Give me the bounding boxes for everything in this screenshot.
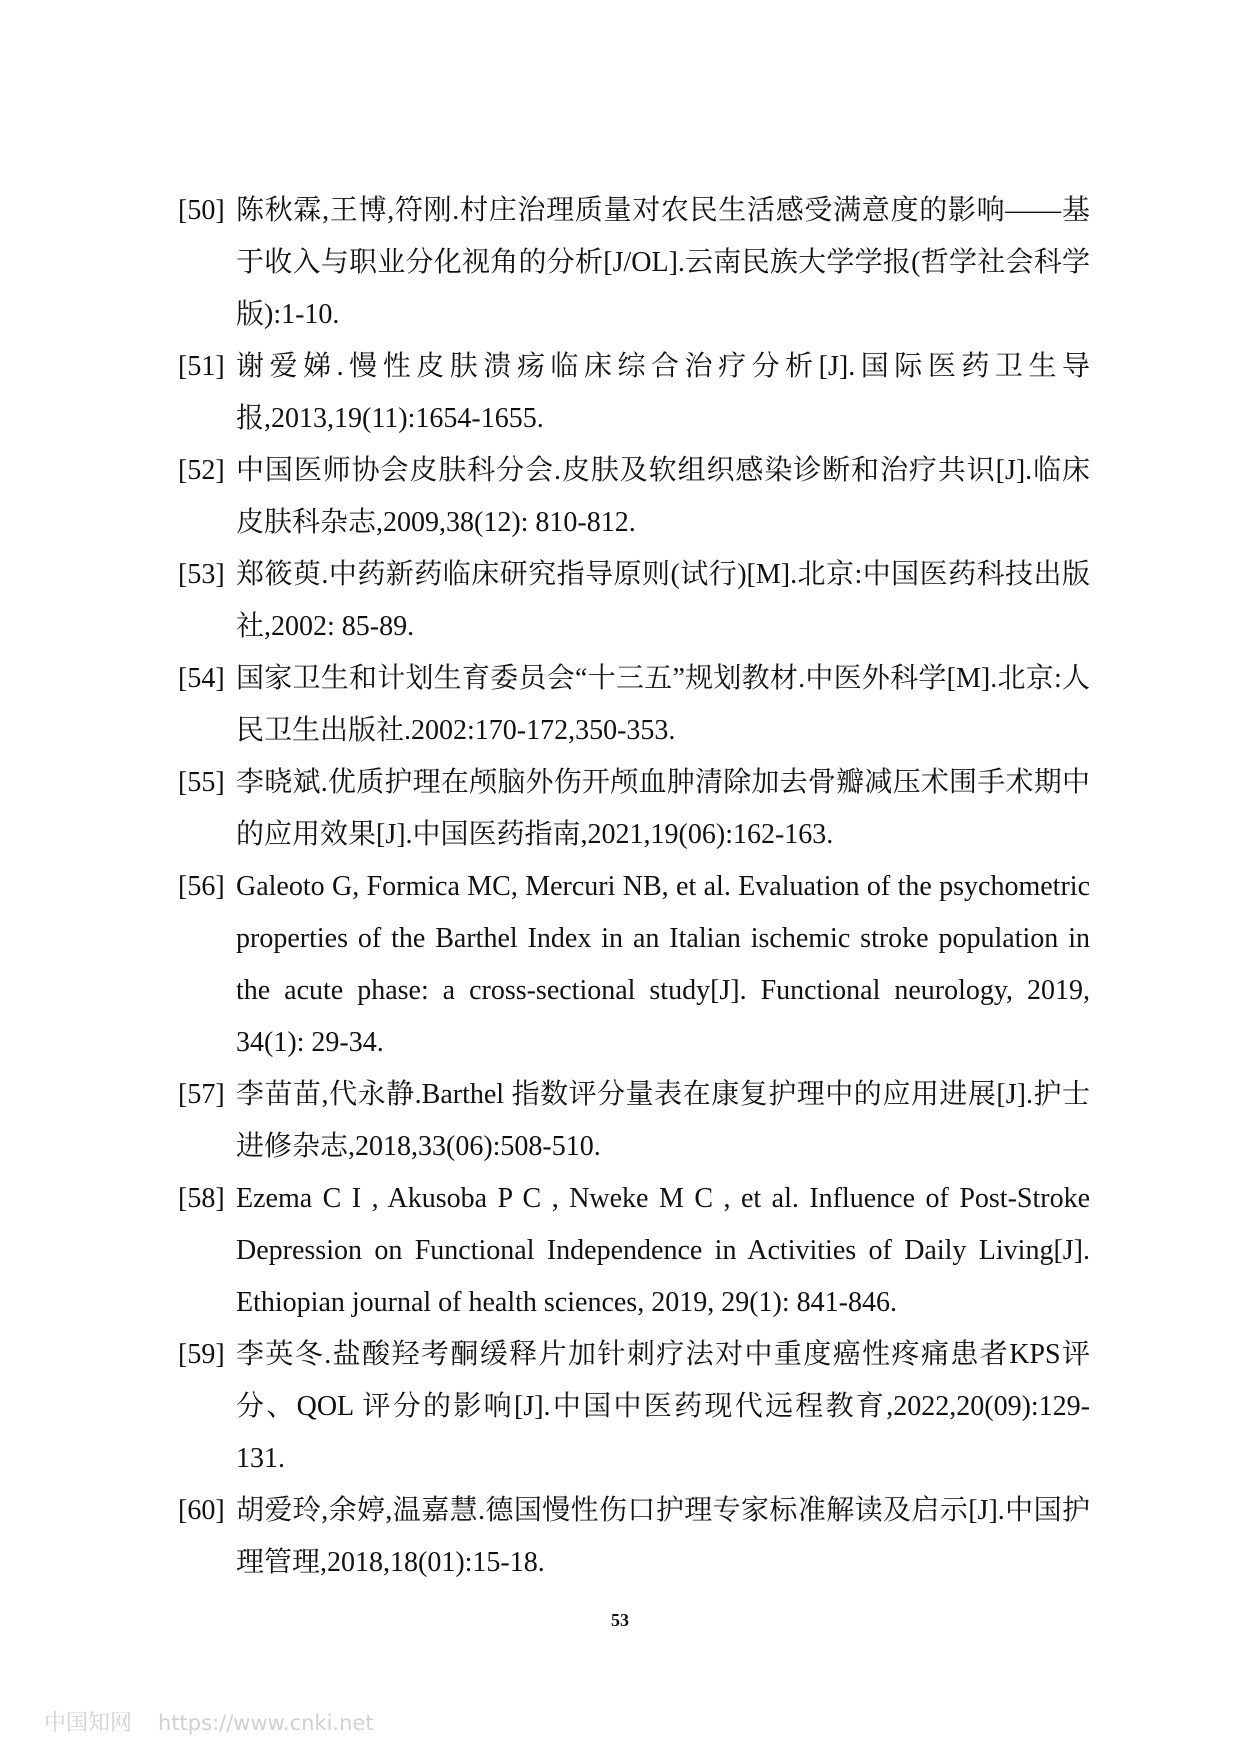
reference-item xyxy=(178,341,1090,445)
reference-text: Ezema C I , Akusoba P C , Nweke M C , et al. Influence of Post-Stroke Depression on Functional Independence in Activities of Daily Living[J]. Ethiopian journal of health sciences, 2019, 29(1): 841-846. xyxy=(236,1183,1090,1318)
reference-text: 谢爱娣.慢性皮肤溃疡临床综合治疗分析[J].国际医药卫生导报,2013,19(11):1654-1655. xyxy=(236,351,1090,434)
reference-text: 李晓斌.优质护理在颅脑外伤开颅血肿清除加去骨瓣减压术围手术期中的应用效果[J].中国医药指南,2021,19(06):162-163. xyxy=(236,767,1090,850)
reference-number: [54] xyxy=(178,663,225,694)
page-number: 53 xyxy=(611,1610,629,1630)
reference-item xyxy=(178,1485,1090,1589)
reference-text: 李英冬.盐酸羟考酮缓释片加针刺疗法对中重度癌性疼痛患者KPS评分、QOL 评分的影响[J].中国中医药现代远程教育,2022,20(09):129-131. xyxy=(236,1339,1090,1474)
reference-number: [60] xyxy=(178,1495,225,1526)
reference-item xyxy=(178,861,1090,1069)
reference-text: 胡爱玲,余婷,温嘉慧.德国慢性伤口护理专家标准解读及启示[J].中国护理管理,2018,18(01):15-18. xyxy=(236,1495,1090,1578)
reference-number: [50] xyxy=(178,195,225,226)
reference-item xyxy=(178,1069,1090,1173)
reference-item xyxy=(178,757,1090,861)
reference-item xyxy=(178,445,1090,549)
reference-number: [52] xyxy=(178,455,225,486)
reference-text: 中国医师协会皮肤科分会.皮肤及软组织感染诊断和治疗共识[J].临床皮肤科杂志,2009,38(12): 810-812. xyxy=(236,455,1090,538)
watermark-url: https://www.cnki.net xyxy=(158,1711,374,1735)
reference-number: [57] xyxy=(178,1079,225,1110)
reference-number: [51] xyxy=(178,351,225,382)
reference-number: [56] xyxy=(178,871,225,902)
reference-number: [59] xyxy=(178,1339,225,1370)
reference-text: Galeoto G, Formica MC, Mercuri NB, et al. Evaluation of the psychometric properties of the Barthel Index in an Italian ischemic stroke population in the acute phase: a cross-sectional study[J]. Functional neurology, 2019, 34(1): 29-34. xyxy=(236,871,1090,1058)
reference-item xyxy=(178,653,1090,757)
reference-number: [58] xyxy=(178,1183,225,1214)
reference-text: 郑筱萸.中药新药临床研究指导原则(试行)[M].北京:中国医药科技出版社,2002: 85-89. xyxy=(236,559,1090,642)
watermark-brand: 中国知网 xyxy=(44,1711,133,1736)
reference-item xyxy=(178,549,1090,653)
reference-number: [55] xyxy=(178,767,225,798)
reference-text: 陈秋霖,王博,符刚.村庄治理质量对农民生活感受满意度的影响——基于收入与职业分化视角的分析[J/OL].云南民族大学学报(哲学社会科学版):1-10. xyxy=(236,195,1090,330)
reference-item xyxy=(178,1173,1090,1329)
reference-item xyxy=(178,185,1090,341)
reference-item xyxy=(178,1329,1090,1485)
cnki-watermark xyxy=(44,1706,374,1737)
reference-list xyxy=(178,185,1090,1589)
reference-text: 国家卫生和计划生育委员会“十三五”规划教材.中医外科学[M].北京:人民卫生出版社.2002:170-172,350-353. xyxy=(236,663,1090,746)
reference-number: [53] xyxy=(178,559,225,590)
reference-text: 李苗苗,代永静.Barthel 指数评分量表在康复护理中的应用进展[J].护士进修杂志,2018,33(06):508-510. xyxy=(236,1079,1090,1162)
